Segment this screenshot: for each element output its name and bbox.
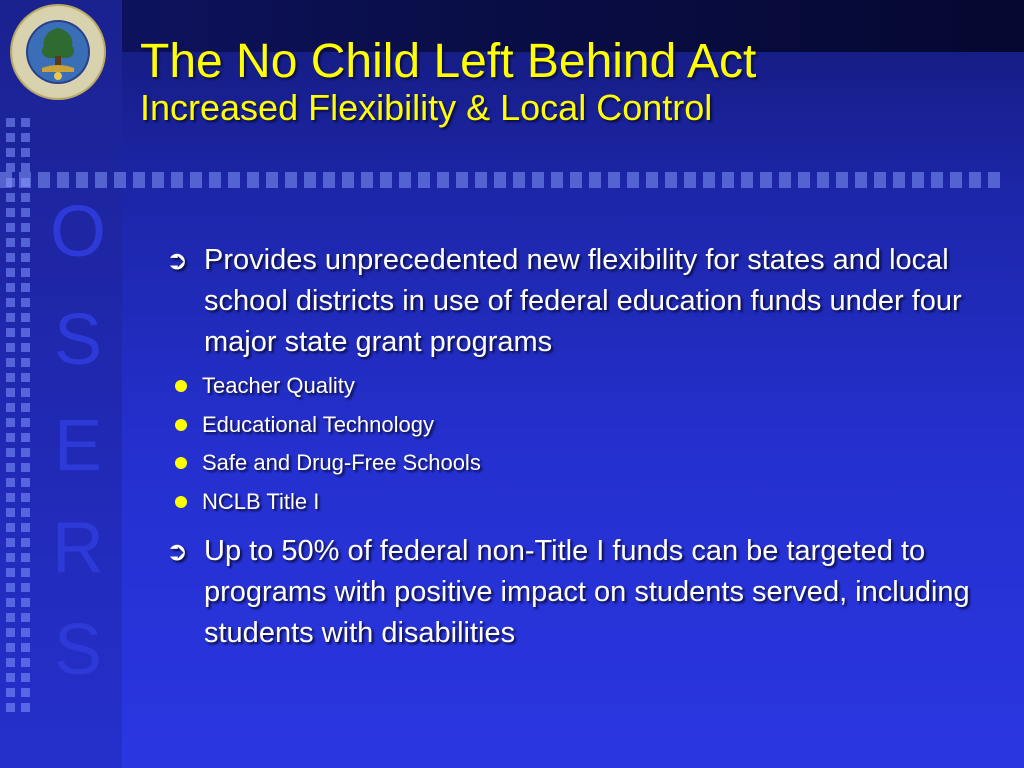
circled-arrow-icon: ➲ <box>166 536 188 566</box>
sub-bullet-list <box>162 367 1002 521</box>
sidebar-letter: O <box>49 192 106 272</box>
sub-bullet-text: Teacher Quality <box>202 373 355 398</box>
bullet-text: Up to 50% of federal non-Title I funds can be targeted to programs with positive impact on students served, including students with disabilities <box>204 535 970 649</box>
bullet-item <box>162 240 1002 363</box>
slide-subtitle: Increased Flexibility & Local Control <box>140 87 713 128</box>
slide-title: The No Child Left Behind Act <box>140 35 757 88</box>
sidebar-letter: S <box>53 300 103 380</box>
sidebar-letter: S <box>53 610 103 690</box>
bullet-dot-icon <box>175 380 187 392</box>
sub-bullet-item <box>162 367 1002 406</box>
bullet-item <box>162 531 1002 654</box>
sub-bullet-text: Educational Technology <box>202 411 434 437</box>
bullet-dot-icon <box>175 457 187 469</box>
sub-bullet-item <box>162 444 1002 483</box>
bullet-dot-icon <box>175 419 187 431</box>
title-divider <box>0 172 1000 188</box>
sub-bullet-item <box>162 406 1002 445</box>
sidebar-letter: R <box>52 508 104 588</box>
sub-bullet-text: Safe and Drug-Free Schools <box>202 450 481 475</box>
side-square-pattern <box>6 118 36 718</box>
bullet-text: Provides unprecedented new flexibility for states and local school districts in use of federal education funds under four major state grant programs <box>204 244 962 358</box>
circled-arrow-icon: ➲ <box>166 245 188 275</box>
sub-bullet-item <box>162 483 1002 522</box>
bullet-dot-icon <box>175 496 187 508</box>
bullet-list <box>162 240 1002 654</box>
sub-bullet-text: NCLB Title I <box>202 488 320 514</box>
sidebar-letter: E <box>53 406 103 486</box>
department-of-education-seal-icon <box>12 6 104 98</box>
